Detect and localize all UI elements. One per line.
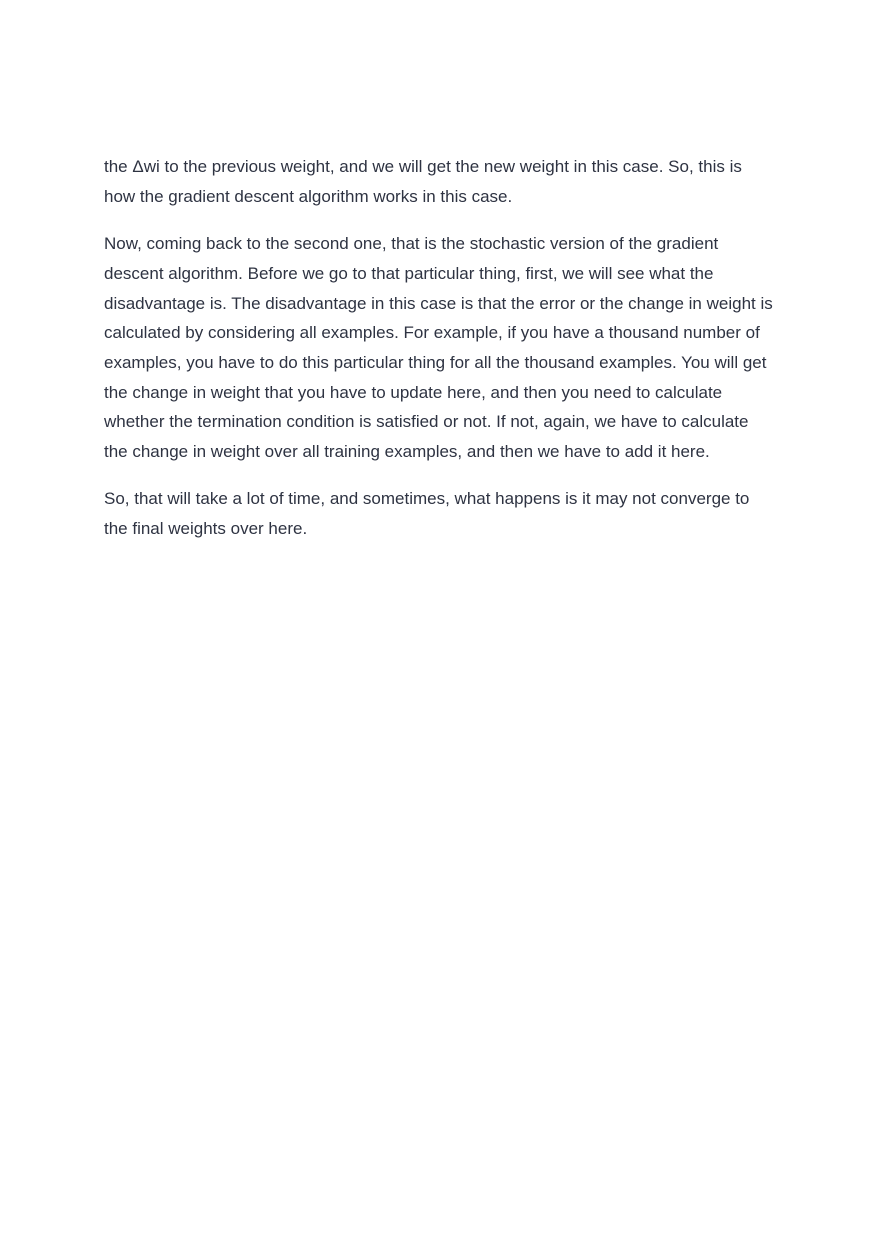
paragraph-2: Now, coming back to the second one, that is the stochastic version of the gradient descent algorithm. Before we go to that particular thing, first, we will see what the disadvantage is. The disadvantage in this case is that the error or the change in weight is calculated by considering all examples. For example, if you have a thousand number of examples, you have to do this particular thing for all the thousand examples. You will get the change in weight that you have to update here, and then you need to calculate whether the termination condition is satisfied or not. If not, again, we have to calculate the change in weight over all training examples, and then we have to add it here.	[104, 234, 773, 462]
paragraph-3: So, that will take a lot of time, and sometimes, what happens is it may not converge to the final weights over here.	[104, 489, 750, 539]
document-body	[104, 152, 776, 562]
paragraph-1: the Δwi to the previous weight, and we will get the new weight in this case. So, this is how the gradient descent algorithm works in this case.	[104, 157, 742, 206]
